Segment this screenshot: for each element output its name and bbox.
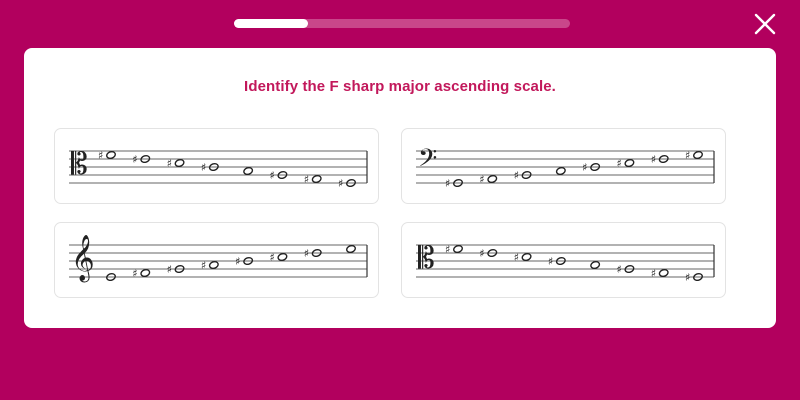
svg-text:♯: ♯: [616, 157, 622, 170]
svg-text:𝄡: 𝄡: [418, 241, 435, 276]
svg-text:♯: ♯: [685, 149, 691, 162]
svg-text:♯: ♯: [582, 161, 588, 174]
question-card: [24, 48, 776, 328]
music-staff-4: [402, 223, 725, 297]
svg-text:𝄞: 𝄞: [71, 235, 95, 281]
svg-text:♯: ♯: [479, 173, 485, 186]
svg-text:♯: ♯: [200, 259, 207, 272]
svg-text:♯: ♯: [650, 267, 657, 280]
progress-bar-fill: [234, 19, 308, 28]
svg-text:♯: ♯: [303, 247, 310, 260]
svg-text:♯: ♯: [200, 161, 207, 174]
answer-options: [54, 128, 746, 298]
svg-text:♯: ♯: [132, 267, 138, 280]
svg-text:♯: ♯: [445, 243, 451, 256]
progress-bar: [234, 19, 570, 28]
music-staff-1: [55, 129, 378, 203]
top-bar: [0, 0, 800, 48]
music-staff-3: [55, 223, 378, 297]
svg-text:♯: ♯: [166, 263, 172, 276]
music-staff-2: [402, 129, 725, 203]
svg-text:♯: ♯: [98, 149, 104, 162]
svg-text:♯: ♯: [338, 177, 344, 190]
answer-option-2[interactable]: [401, 128, 726, 204]
answer-option-4[interactable]: [401, 222, 726, 298]
svg-text:♯: ♯: [685, 271, 691, 284]
svg-text:♯: ♯: [132, 153, 138, 166]
svg-text:♯: ♯: [650, 153, 657, 166]
svg-text:♯: ♯: [166, 157, 172, 170]
answer-option-3[interactable]: [54, 222, 379, 298]
svg-text:♯: ♯: [269, 251, 275, 264]
svg-text:♯: ♯: [513, 169, 519, 182]
svg-text:♯: ♯: [513, 251, 519, 264]
svg-text:♯: ♯: [445, 177, 451, 190]
svg-text:♯: ♯: [479, 247, 485, 260]
answer-option-1[interactable]: [54, 128, 379, 204]
close-icon[interactable]: [752, 11, 778, 37]
svg-text:♯: ♯: [303, 173, 310, 186]
svg-text:𝄡: 𝄡: [71, 147, 88, 182]
page-title: Identify the F sharp major ascending scale.: [244, 78, 556, 95]
svg-text:𝄢: 𝄢: [418, 144, 438, 179]
svg-text:♯: ♯: [616, 263, 622, 276]
svg-text:♯: ♯: [547, 255, 554, 268]
svg-text:♯: ♯: [269, 169, 275, 182]
svg-text:♯: ♯: [235, 255, 241, 268]
